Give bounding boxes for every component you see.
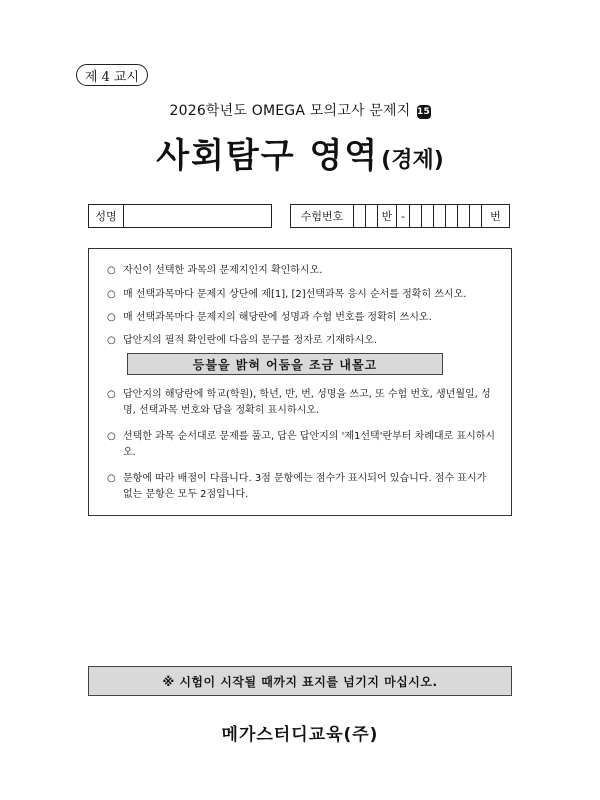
subject-title-main: 사회탐구 영역 (156, 136, 380, 176)
exam-number-label: 수험번호 (291, 205, 354, 227)
instruction-item (107, 387, 499, 419)
exam-number-cell (366, 205, 378, 227)
name-field (88, 204, 272, 228)
bullet-icon: ○ (107, 389, 116, 400)
instruction-text: 자신이 선택한 과목의 문제지인지 확인하시오. (123, 265, 323, 276)
notice-banner: ※ 시험이 시작될 때까지 표지를 넘기지 마십시오. (88, 666, 512, 696)
exam-number-cell (470, 205, 482, 227)
publisher-name: 메가스터디교육(주) (221, 725, 379, 745)
exam-number-cell (458, 205, 470, 227)
name-value (124, 205, 271, 227)
class-label: 반 (378, 205, 397, 227)
name-label: 성명 (89, 205, 124, 227)
instruction-text: 매 선택과목마다 문제지의 해당란에 성명과 수험 번호를 정확히 쓰시오. (123, 312, 432, 323)
instruction-text: 답안지의 필적 확인란에 다음의 문구를 정자로 기재하시오. (123, 335, 378, 346)
exam-number-field (290, 204, 510, 228)
bullet-icon: ○ (107, 431, 116, 442)
bullet-icon: ○ (107, 335, 116, 346)
instruction-item (107, 333, 499, 349)
dash-separator: - (397, 205, 410, 227)
instruction-text: 답안지의 해당란에 학교(학원), 학년, 반, 번, 성명을 쓰고, 또 수험 번호, 생년월일, 성명, 선택과목 번호와 답을 정확히 표시하시오. (123, 389, 491, 416)
bullet-icon: ○ (107, 312, 116, 323)
exam-number-cell (422, 205, 434, 227)
period-badge: 제 4 교시 (76, 64, 148, 86)
bullet-icon: ○ (107, 265, 116, 276)
subject-title (0, 128, 600, 177)
exam-number-cell (410, 205, 422, 227)
subject-number-badge: 15 (417, 107, 430, 117)
subject-subtitle: (경제) (381, 148, 444, 173)
exam-title-text: 2026학년도 OMEGA 모의고사 문제지 (169, 103, 411, 119)
bullet-icon: ○ (107, 473, 116, 484)
instruction-text: 매 선택과목마다 문제지 상단에 제[1], [2]선택과목 응시 순서를 정확히 쓰시오. (123, 289, 467, 300)
instruction-item (107, 263, 499, 279)
instruction-text: 선택한 과목 순서대로 문제를 풀고, 답은 답안지의 '제1선택'란부터 차례대로 표시하시오. (123, 431, 496, 458)
instruction-item (107, 287, 499, 303)
handwriting-phrase: 등불을 밝혀 어둠을 조금 내몰고 (127, 353, 443, 375)
instruction-text: 문항에 따라 배점이 다릅니다. 3점 문항에는 점수가 표시되어 있습니다. 점수 표시가 없는 문항은 모두 2점입니다. (123, 473, 487, 500)
instruction-item (107, 471, 499, 503)
instructions-box (88, 248, 512, 516)
instruction-item (107, 310, 499, 326)
number-label: 번 (490, 210, 501, 223)
exam-number-cell (354, 205, 366, 227)
bullet-icon: ○ (107, 289, 116, 300)
exam-number-cell (446, 205, 458, 227)
exam-title (0, 100, 600, 120)
instruction-item (107, 429, 499, 461)
exam-number-cell (434, 205, 446, 227)
